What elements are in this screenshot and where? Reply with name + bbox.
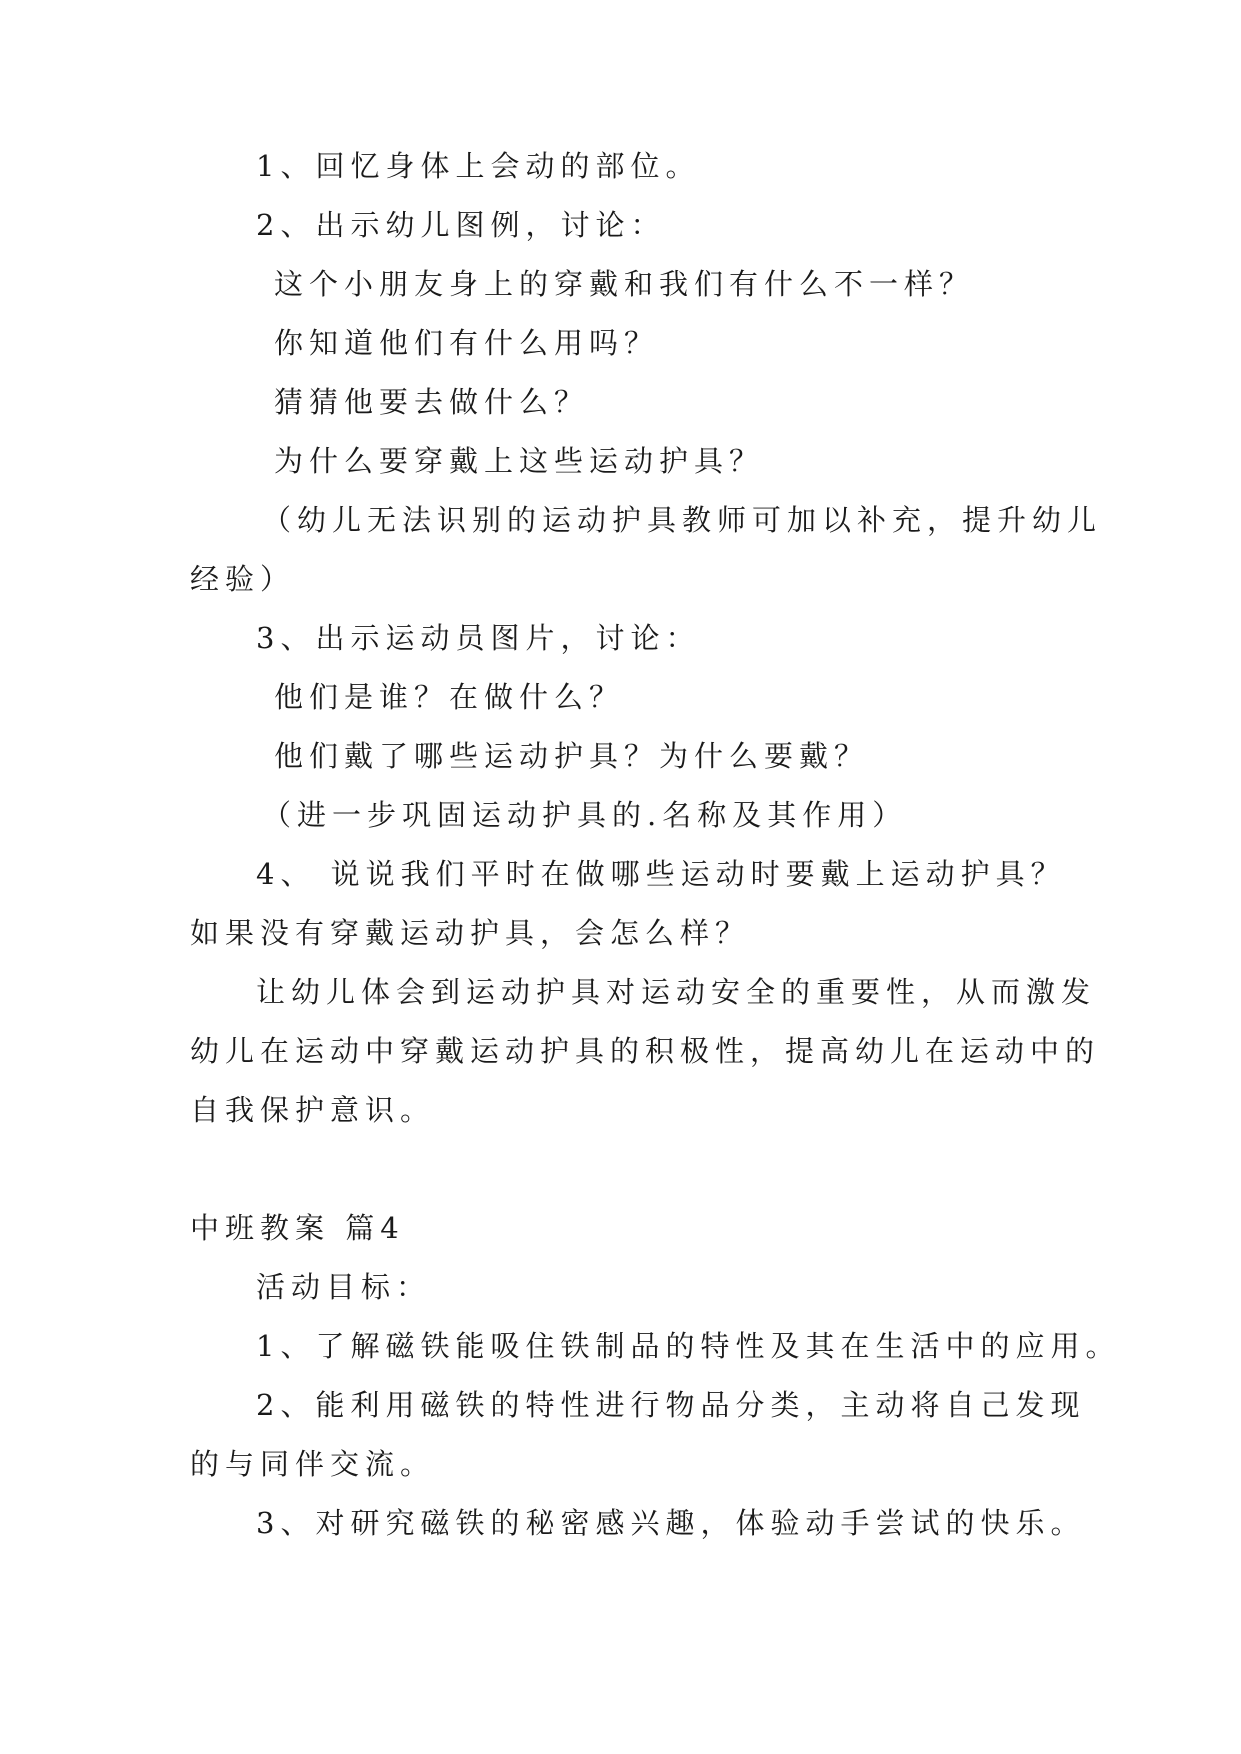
paragraph-line: 自我保护意识。 — [190, 1093, 436, 1127]
list-item-goal-1: 1、了解磁铁能吸住铁制品的特性及其在生活中的应用。 — [256, 1329, 1121, 1363]
list-item-goal-2: 2、能利用磁铁的特性进行物品分类，主动将自己发现 — [256, 1388, 1086, 1422]
paragraph-line: 如果没有穿戴运动护具，会怎么样？ — [190, 916, 751, 950]
subsection-heading: 活动目标： — [256, 1270, 432, 1304]
list-item-show-child-illustration: 2、出示幼儿图例，讨论： — [256, 208, 666, 242]
note-line-continued: 经验） — [190, 562, 296, 596]
note-line: （进一步巩固运动护具的.名称及其作用） — [262, 798, 908, 832]
question-line: 为什么要穿戴上这些运动护具？ — [274, 444, 765, 478]
paragraph-line: 幼儿在运动中穿戴运动护具的积极性，提高幼儿在运动中的 — [190, 1034, 1101, 1068]
paragraph-line: 的与同伴交流。 — [190, 1447, 436, 1481]
question-line: 你知道他们有什么用吗？ — [274, 326, 660, 360]
section-heading: 中班教案 篇4 — [190, 1211, 405, 1245]
question-line: 这个小朋友身上的穿戴和我们有什么不一样？ — [274, 267, 975, 301]
list-item-recall-body-parts: 1、回忆身体上会动的部位。 — [256, 149, 701, 183]
list-item-discuss-sports: 4、 说说我们平时在做哪些运动时要戴上运动护具？ — [256, 857, 1066, 891]
note-line: （幼儿无法识别的运动护具教师可加以补充，提升幼儿 — [262, 503, 1103, 537]
list-item-goal-3: 3、对研究磁铁的秘密感兴趣，体验动手尝试的快乐。 — [256, 1506, 1086, 1540]
paragraph-line: 让幼儿体会到运动护具对运动安全的重要性，从而激发 — [256, 975, 1097, 1009]
list-item-show-athlete-pictures: 3、出示运动员图片，讨论： — [256, 621, 701, 655]
question-line: 他们是谁？在做什么？ — [274, 680, 625, 714]
question-line: 猜猜他要去做什么？ — [274, 385, 590, 419]
question-line: 他们戴了哪些运动护具？为什么要戴？ — [274, 739, 870, 773]
